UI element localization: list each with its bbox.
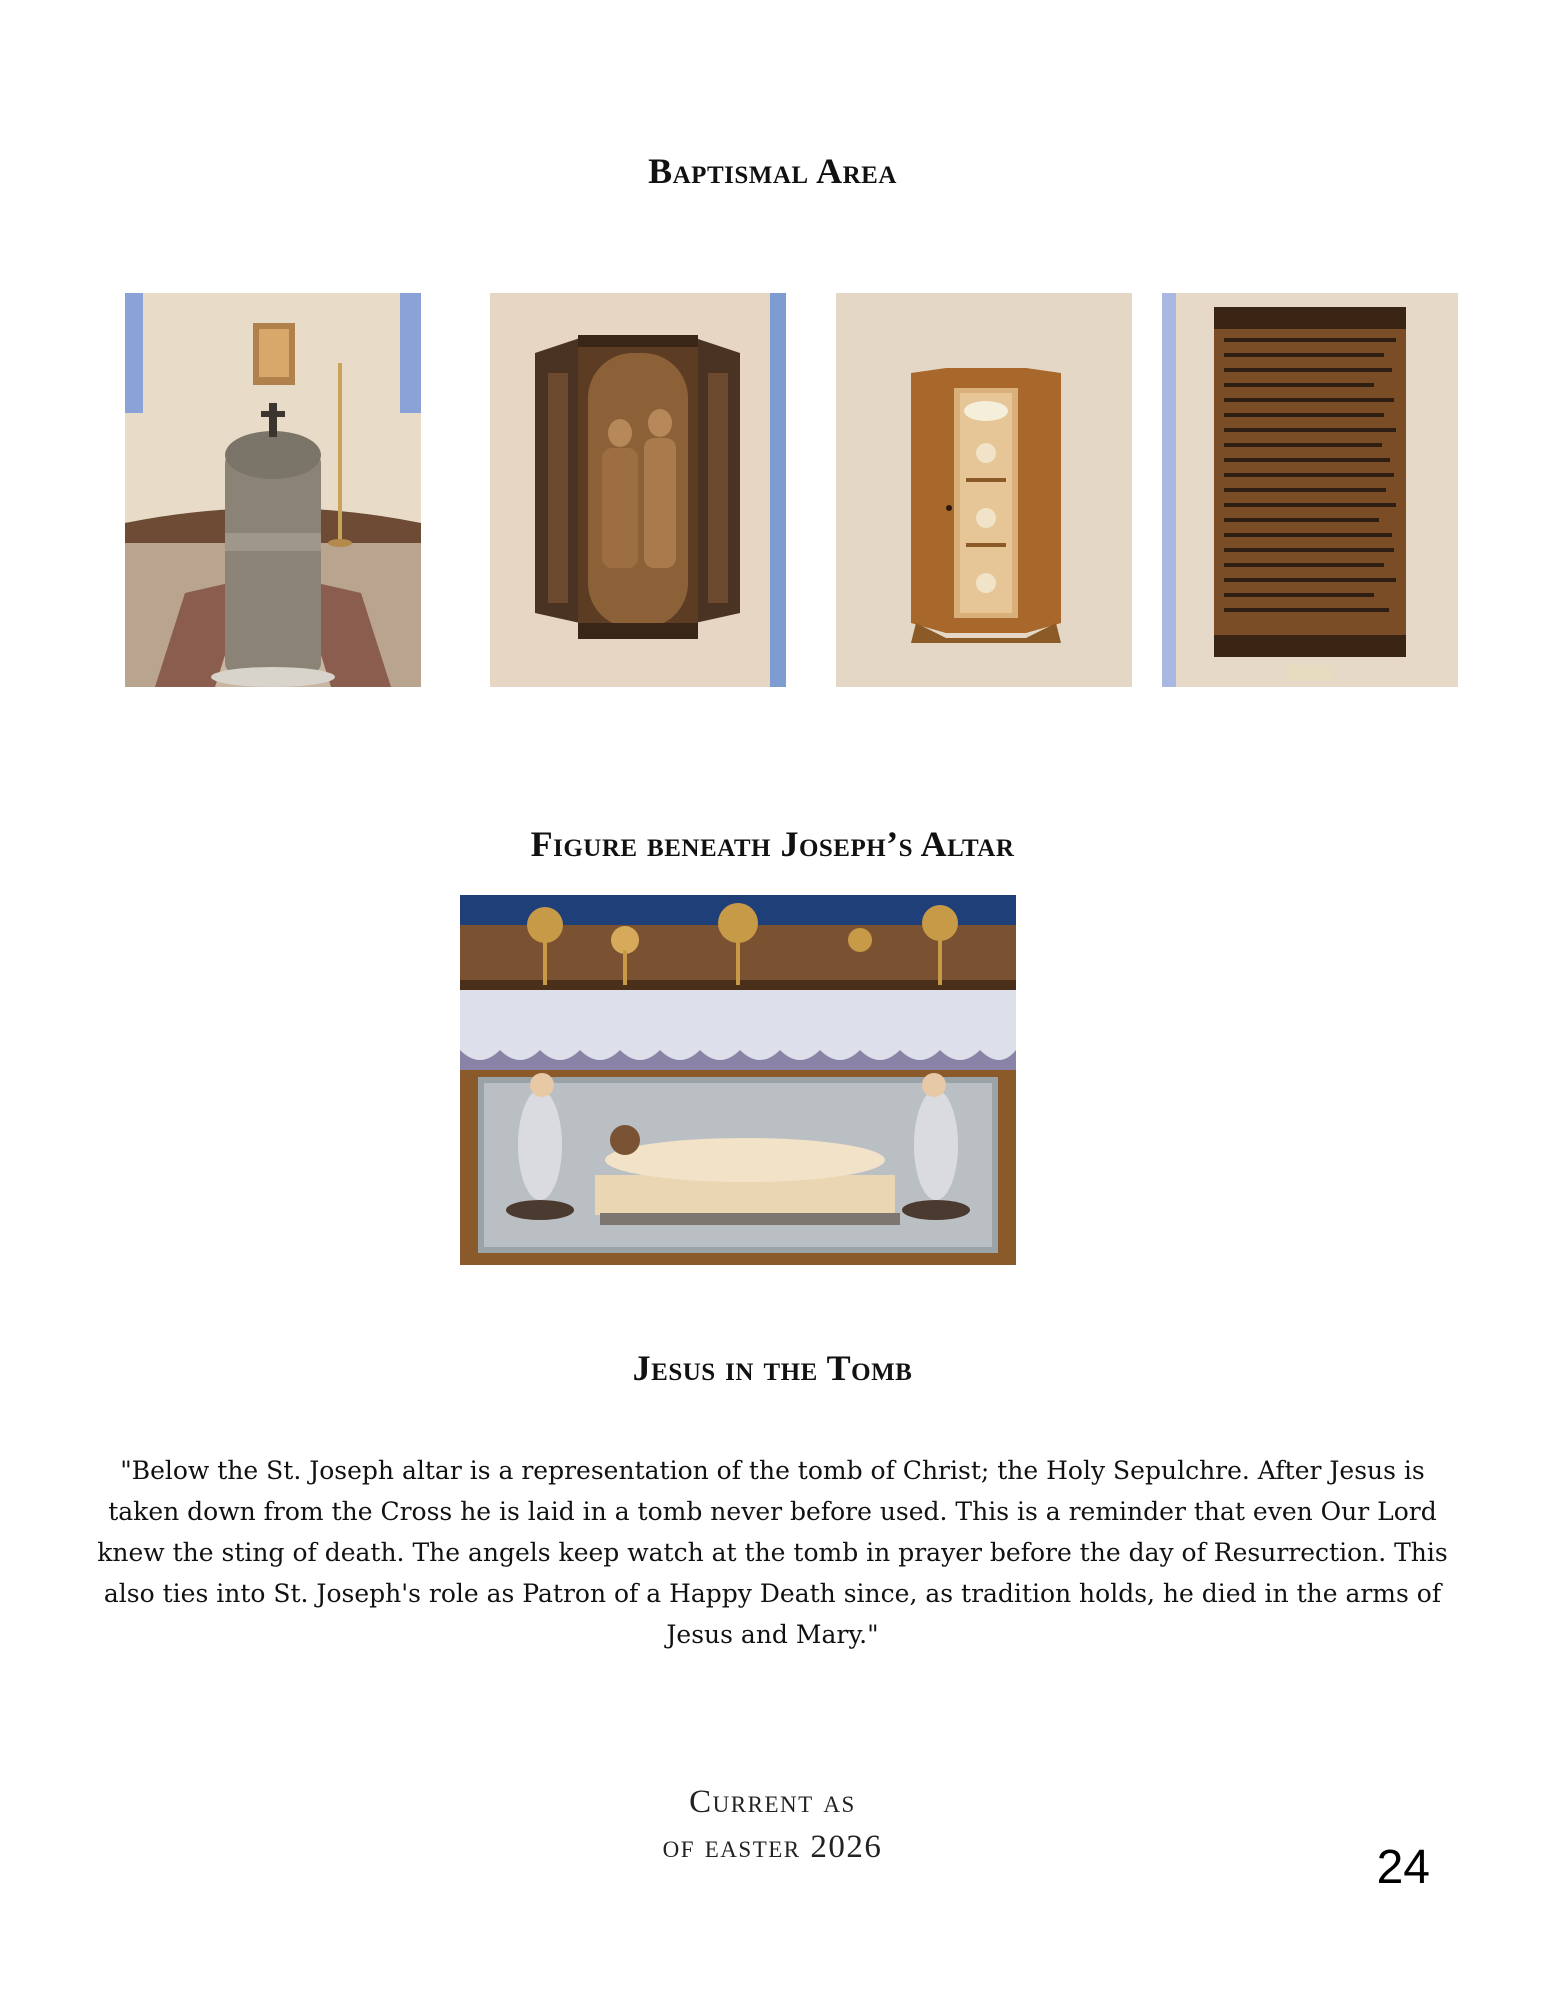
holy-oils-cabinet-photo [836,293,1132,687]
baptismal-area-heading: Baptismal Area [648,151,897,191]
baptism-carving-image [490,293,786,687]
apostles-creed-plaque-photo [1162,293,1458,687]
baptismal-font-image [125,293,421,687]
baptismal-font-photo [125,293,421,687]
tomb-description: "Below the St. Joseph altar is a representation of the tomb of Christ; the Holy Sepulchre. After Jesus is taken down from the Cross he is laid in a tomb never before used. This is a reminder that even Our Lord knew the sting of death. The angels keep watch at the tomb in prayer before the day of Resurrection. This also ties into St. Joseph's role as Patron of a Happy Death since, as tradition holds, he died in the arms of Jesus and Mary." [97,1456,1448,1649]
footer-line-2: of easter 2026 [662,1829,883,1865]
currency-footer [0,1780,1545,1870]
baptism-of-christ-carving-photo [490,293,786,687]
jesus-tomb-heading: Jesus in the Tomb [632,1348,913,1388]
holy-oils-cabinet-image [836,293,1132,687]
footer-line-1: Current as [689,1784,856,1820]
tomb-altar-photo [460,895,1016,1265]
tomb-altar-image [460,895,1016,1265]
page-number: 24 [1376,1841,1430,1894]
creed-plaque-image [1162,293,1458,687]
altar-figure-heading: Figure beneath Joseph’s Altar [530,824,1015,864]
